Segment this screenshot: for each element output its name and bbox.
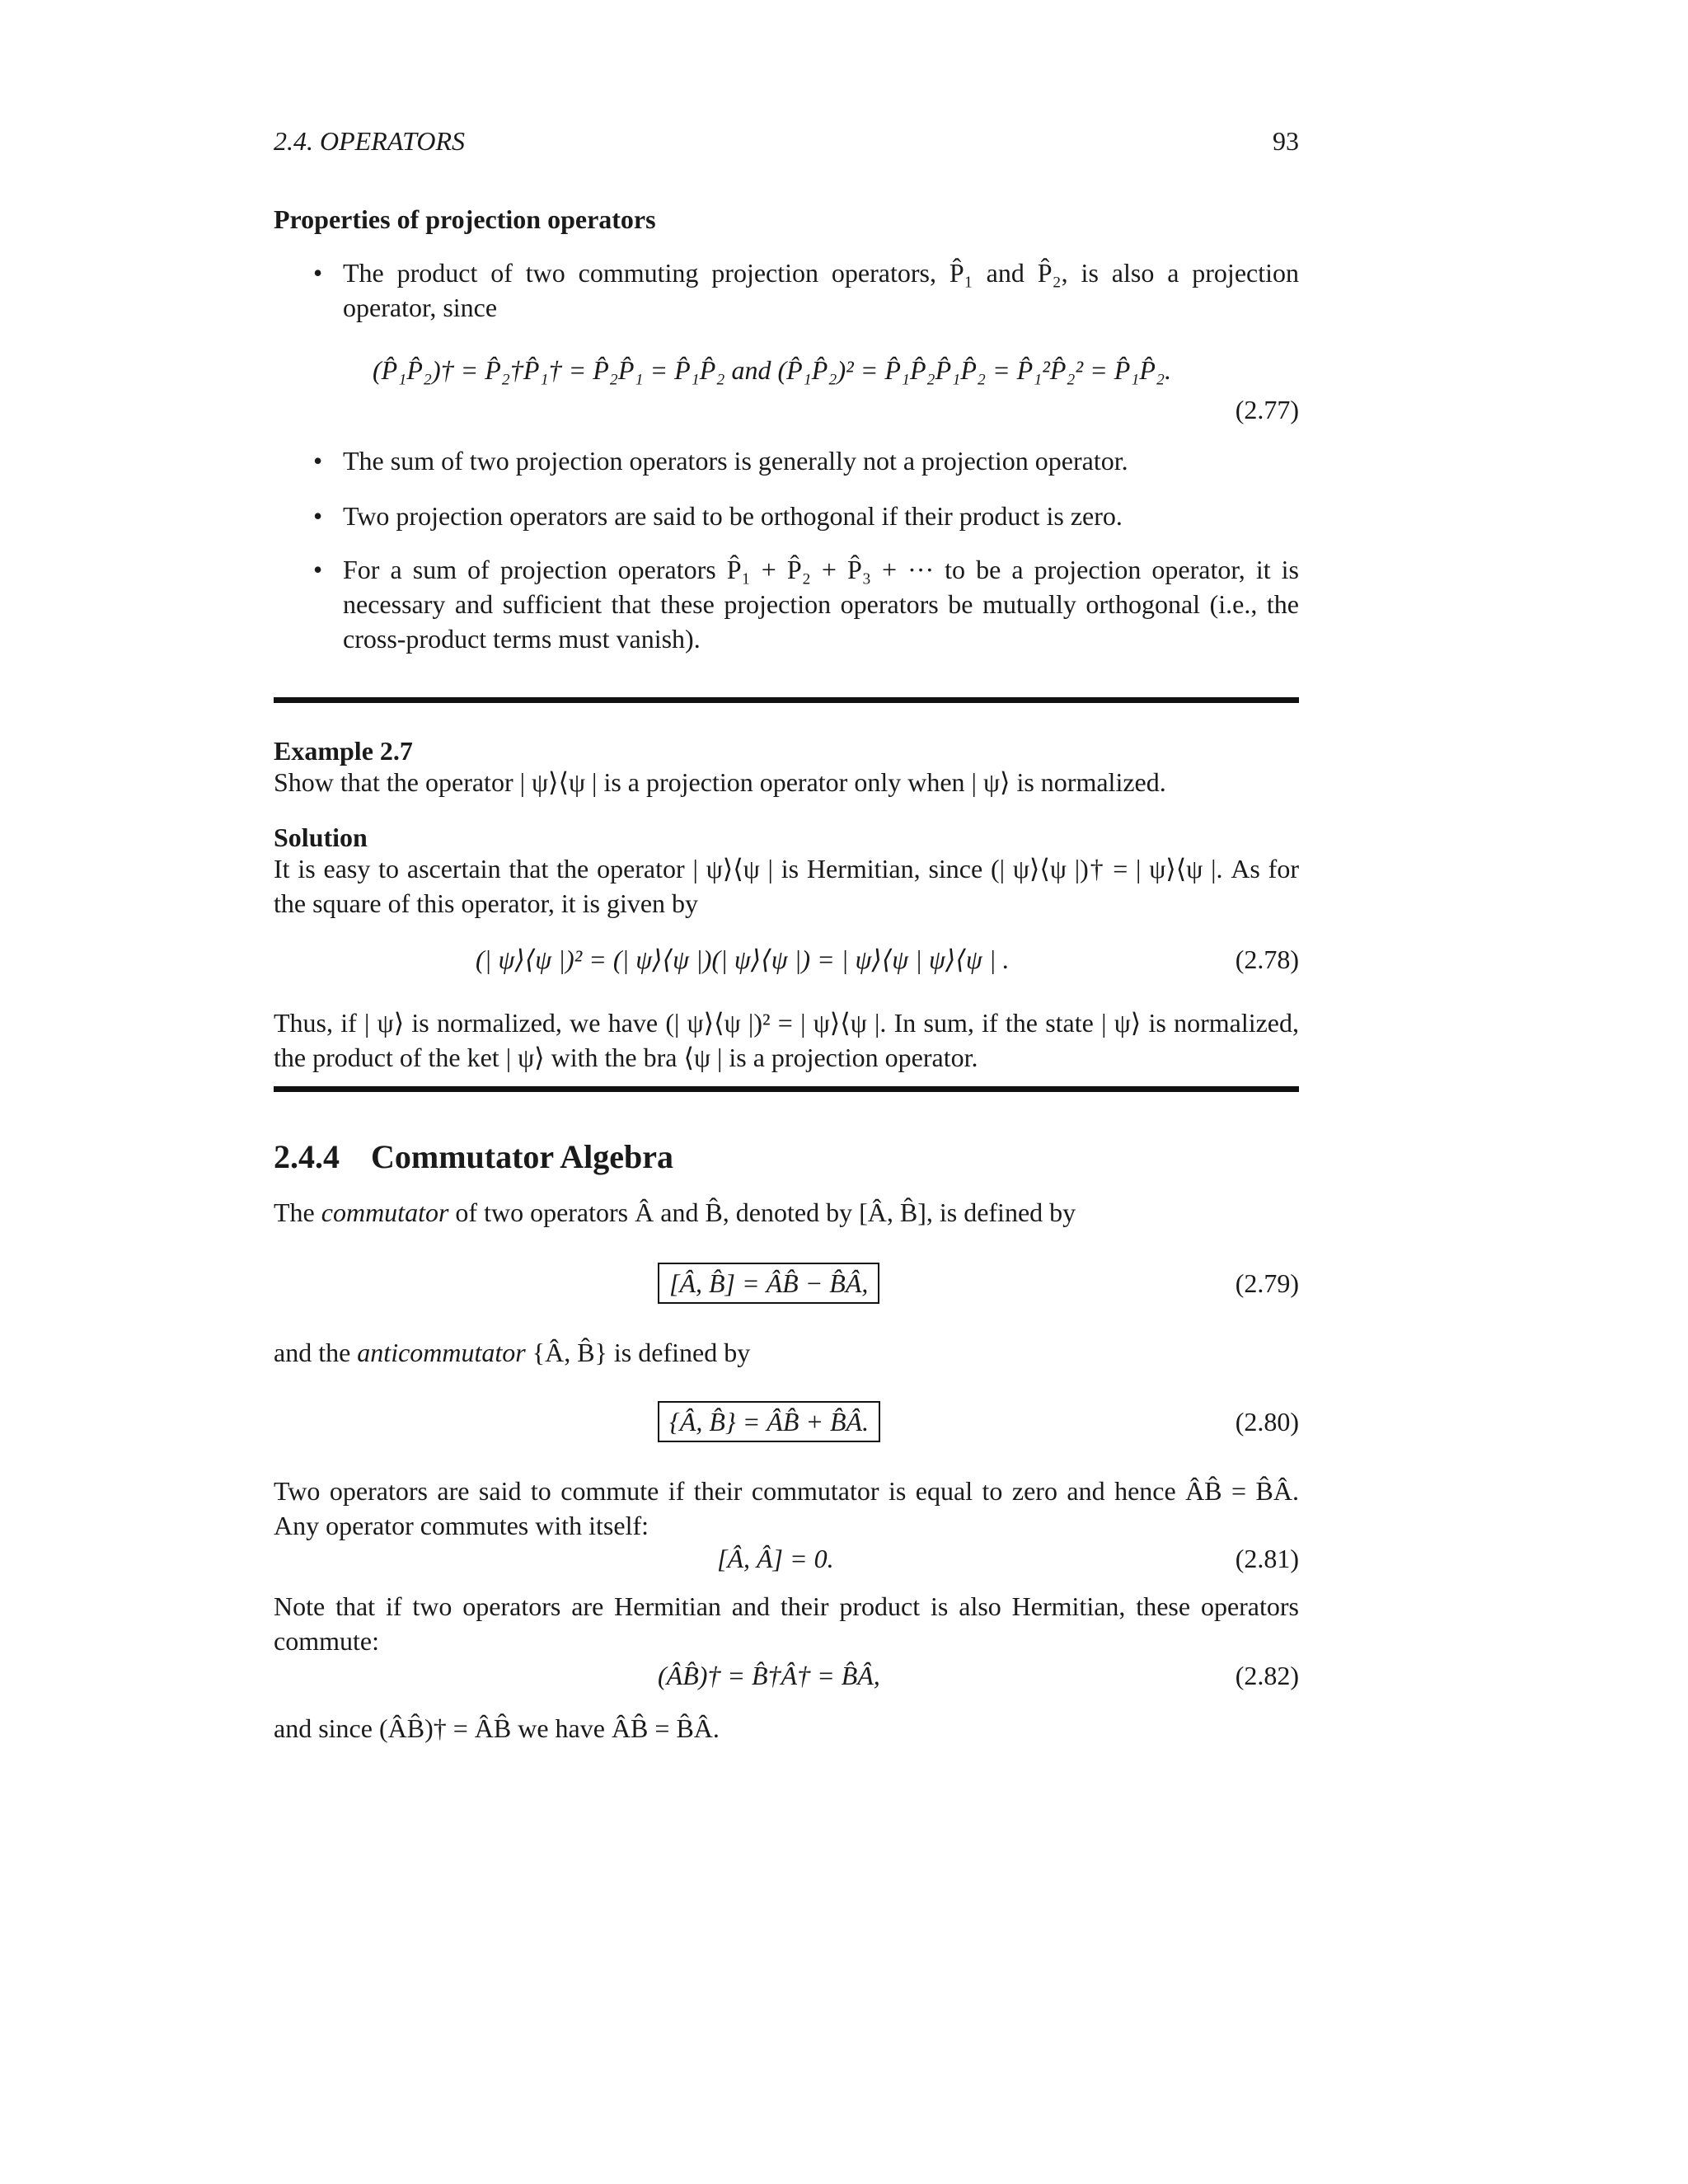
bullet-text: The product of two commuting projection operators, P̂₁ and P̂₂, is also a projection operator, since <box>343 258 1299 322</box>
section-number: 2.4.4 <box>274 1138 340 1175</box>
bullet-item <box>313 443 1299 478</box>
anticommutator-intro <box>274 1335 1299 1370</box>
example-title: Example 2.7 <box>274 736 413 766</box>
properties-heading: Properties of projection operators <box>274 204 656 234</box>
bullet-icon: • <box>313 501 323 531</box>
equation-number-2-82: (2.82) <box>1235 1661 1299 1690</box>
equation-number-2-80: (2.80) <box>1235 1407 1299 1436</box>
anti-pre: and the <box>274 1338 358 1367</box>
bullet-text: Two projection operators are said to be orthogonal if their product is zero. <box>343 501 1123 531</box>
example-top-rule <box>274 697 1299 703</box>
example-conclusion: Thus, if | ψ⟩ is normalized, we have (| ψ⟩⟨ψ |)² = | ψ⟩⟨ψ |. In sum, if the state | ψ⟩ is normalized, the product of the ket | ψ⟩ with the bra ⟨ψ | is a projection operator. <box>274 1008 1300 1072</box>
equation-number-2-78: (2.78) <box>1235 944 1299 974</box>
bullet-item <box>313 255 1299 325</box>
page <box>274 0 1299 2184</box>
equation-number-2-77: (2.77) <box>1235 395 1299 424</box>
equation-2-77: (P̂₁P̂₂)† = P̂₂†P̂₁† = P̂₂P̂₁ = P̂₁P̂₂ and (P̂₁P̂₂)² = P̂₁P̂₂P̂₁P̂₂ = P̂₁²P̂₂² = P̂₁P̂₂. <box>373 355 1172 385</box>
anti-post: {Â, B̂} is defined by <box>525 1338 751 1367</box>
section-title <box>274 1137 673 1177</box>
equation-2-80-box: {Â, B̂} = ÂB̂ + B̂Â. <box>658 1401 880 1442</box>
bullet-item <box>313 499 1299 533</box>
running-head-section: 2.4. OPERATORS <box>274 126 465 156</box>
anticommutator-term: anticommutator <box>357 1338 526 1367</box>
bullet-icon: • <box>313 446 323 476</box>
hermitian-text: Note that if two operators are Hermitian and their product is also Hermitian, these operators commute: <box>274 1591 1299 1656</box>
example-bottom-rule <box>274 1086 1299 1092</box>
solution-text: It is easy to ascertain that the operator | ψ⟩⟨ψ | is Hermitian, since (| ψ⟩⟨ψ |)† = | ψ⟩⟨ψ |. As for the square of this operator, it is given by <box>274 854 1299 918</box>
intro-pre: The <box>274 1197 321 1227</box>
commutator-intro <box>274 1195 1299 1230</box>
section-name: Commutator Algebra <box>371 1138 673 1175</box>
equation-2-79-box: [Â, B̂] = ÂB̂ − B̂Â, <box>658 1263 879 1304</box>
equation-number-2-81: (2.81) <box>1235 1544 1299 1573</box>
final-text: and since (ÂB̂)† = ÂB̂ we have ÂB̂ = B̂Â. <box>274 1713 720 1743</box>
commute-text: Two operators are said to commute if their commutator is equal to zero and hence ÂB̂ = B̂Â. Any operator commutes with itself: <box>274 1476 1299 1540</box>
bullet-text: For a sum of projection operators P̂₁ + P̂₂ + P̂₃ + ··· to be a projection operator, it is necessary and sufficient that these projection operators be mutually orthogonal (i.e., the cross-product terms must vanish). <box>343 555 1299 654</box>
intro-post: of two operators Â and B̂, denoted by [Â, B̂], is defined by <box>448 1197 1076 1227</box>
running-head <box>274 124 1299 158</box>
example-statement: Show that the operator | ψ⟩⟨ψ | is a projection operator only when | ψ⟩ is normalized. <box>274 767 1166 797</box>
equation-2-82: (ÂB̂)† = B̂†Â† = B̂Â, <box>658 1661 880 1690</box>
equation-number-2-79: (2.79) <box>1235 1268 1299 1298</box>
commutator-term: commutator <box>321 1197 449 1227</box>
bullet-text: The sum of two projection operators is generally not a projection operator. <box>343 446 1128 476</box>
bullet-icon: • <box>313 258 323 288</box>
equation-2-78: (| ψ⟩⟨ψ |)² = (| ψ⟩⟨ψ |)(| ψ⟩⟨ψ |) = | ψ⟩⟨ψ | ψ⟩⟨ψ | . <box>476 944 1010 974</box>
bullet-item <box>313 552 1299 656</box>
solution-heading: Solution <box>274 823 368 852</box>
equation-2-81: [Â, Â] = 0. <box>717 1544 834 1573</box>
bullet-icon: • <box>313 555 323 584</box>
page-number: 93 <box>1273 126 1299 156</box>
